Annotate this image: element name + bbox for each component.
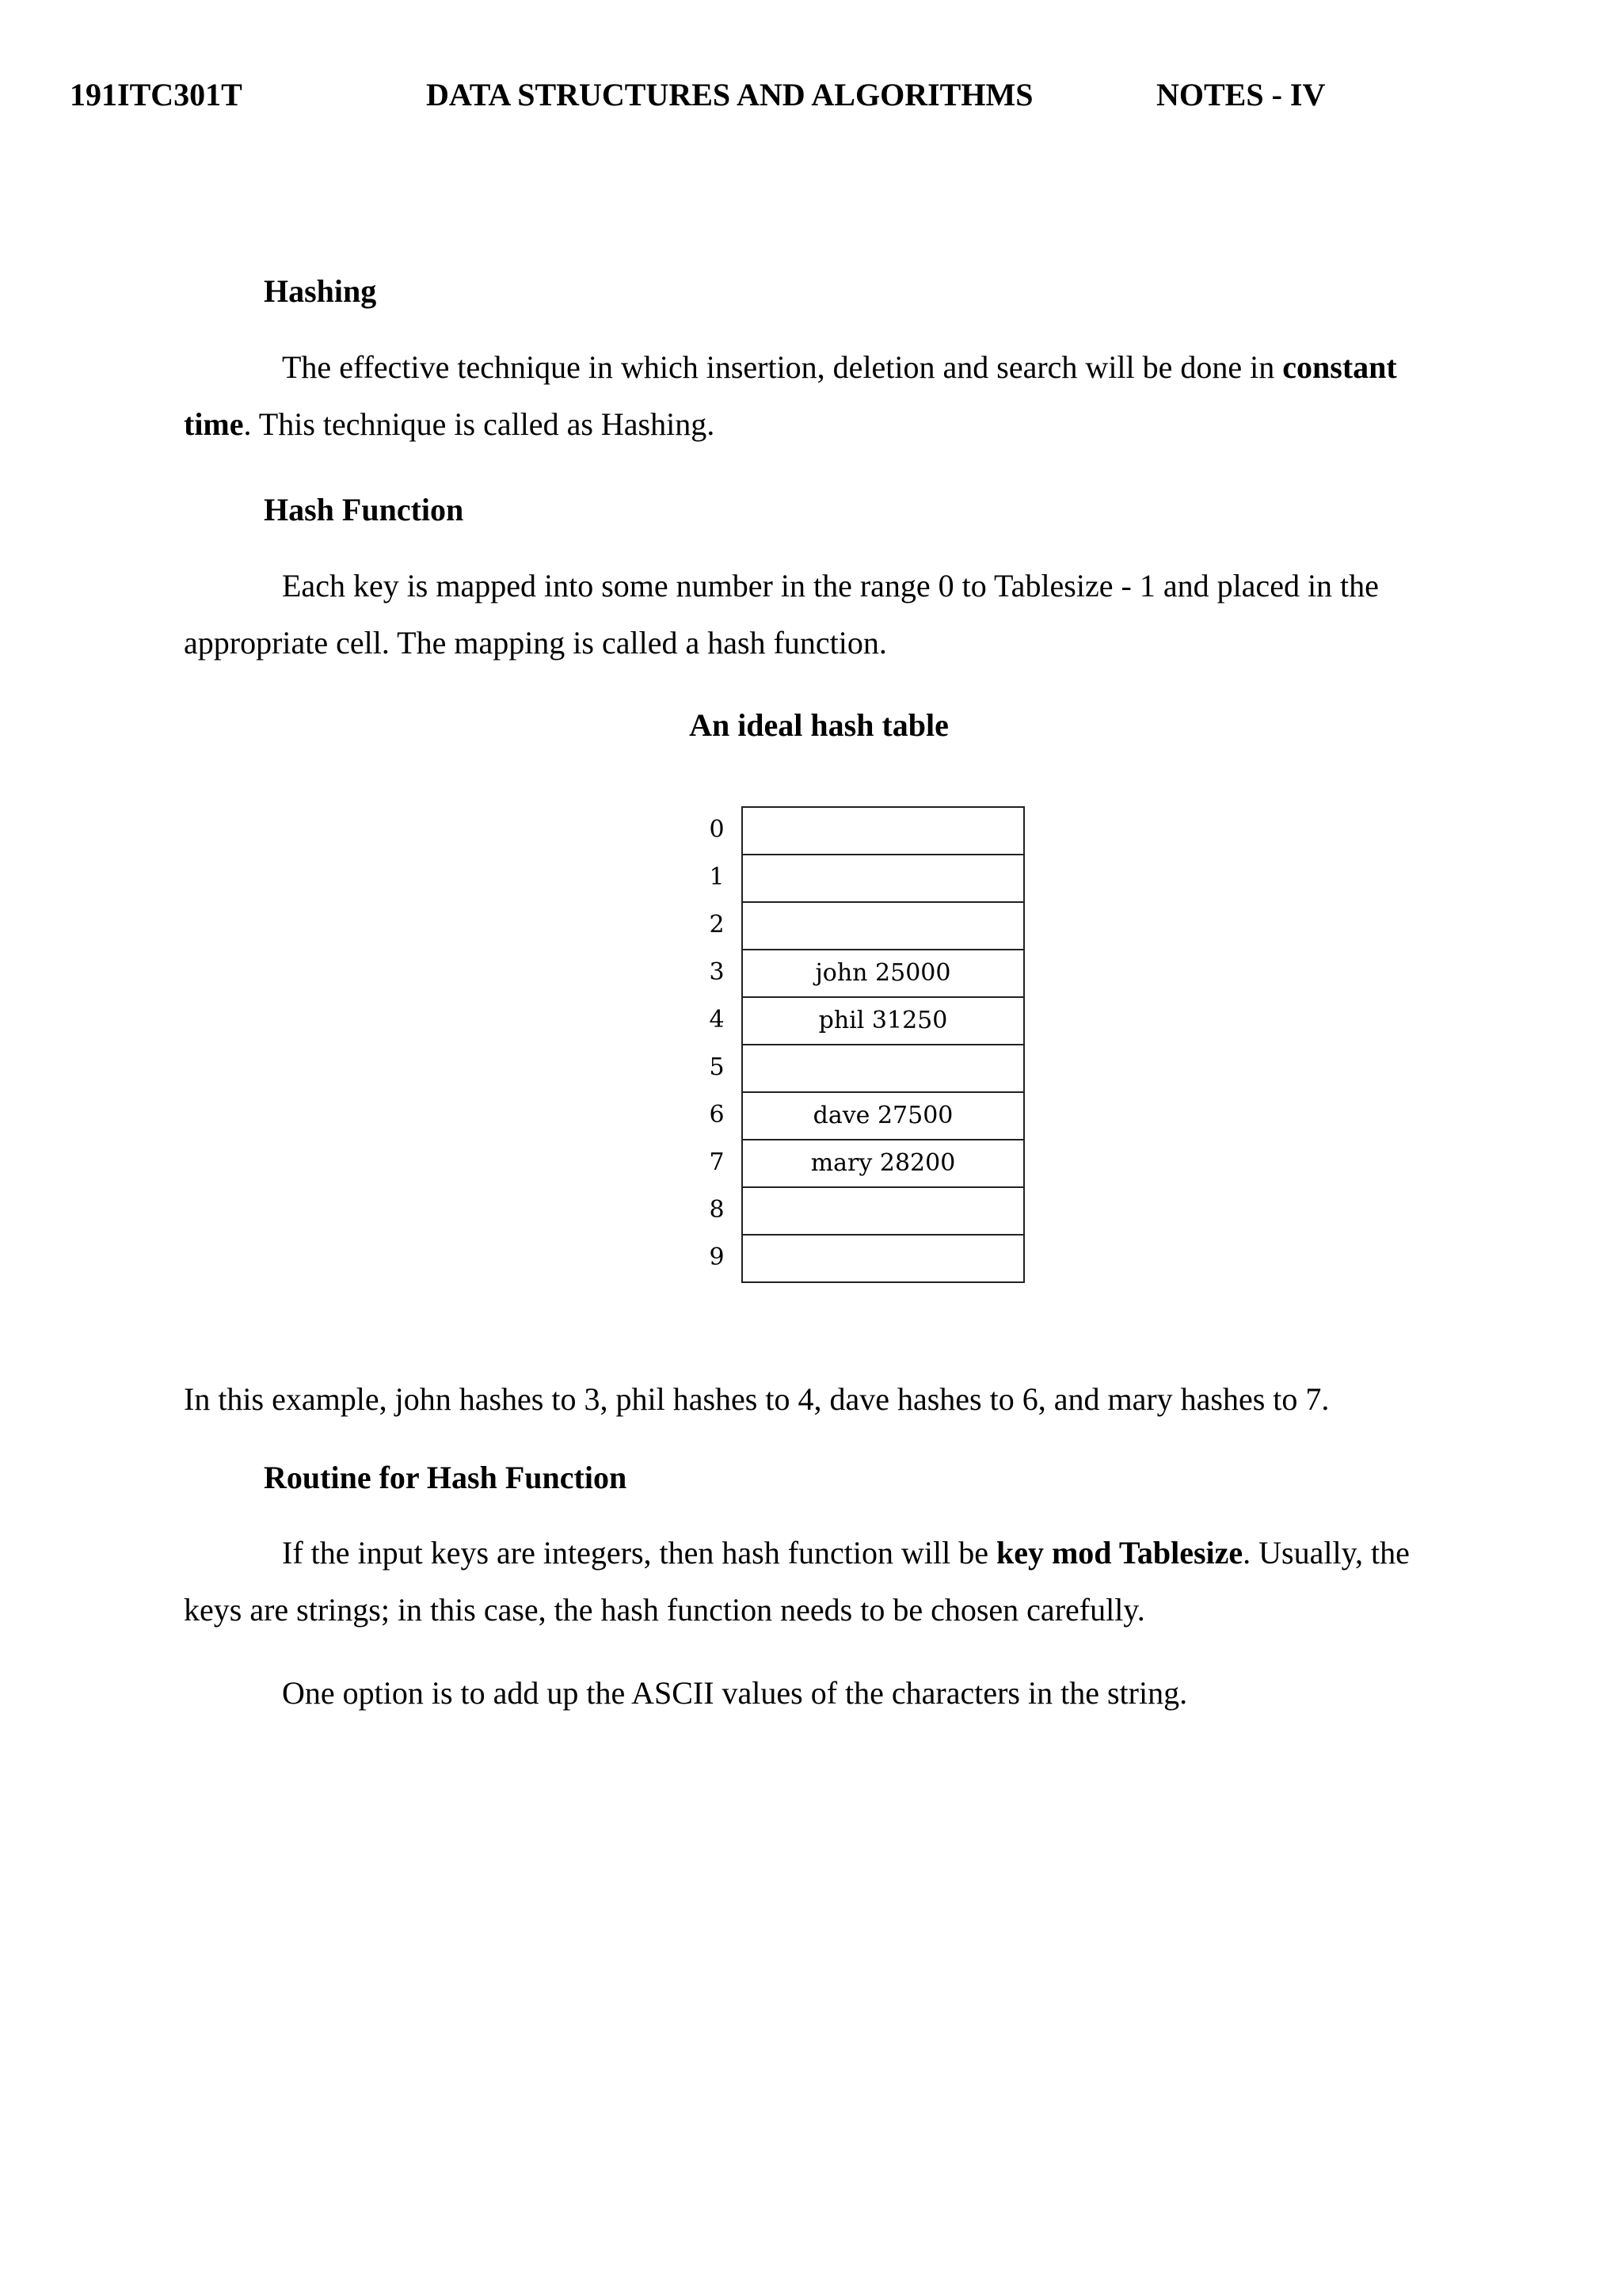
hash-table-row xyxy=(697,1091,1030,1139)
notes-label: NOTES - IV xyxy=(1156,77,1326,112)
hashing-heading: Hashing xyxy=(264,273,377,309)
row-cell xyxy=(741,901,1025,949)
row-index: 9 xyxy=(709,1243,725,1271)
row-cell xyxy=(741,1234,1025,1283)
hash-table-row xyxy=(697,1234,1030,1281)
hash-table xyxy=(697,806,1030,1281)
row-cell xyxy=(741,806,1025,854)
routine-text-start: If the input keys are integers, then hash function will be xyxy=(282,1535,996,1571)
course-code: 191ITC301T xyxy=(70,77,242,112)
row-cell xyxy=(741,1186,1025,1234)
page-header xyxy=(0,76,1622,116)
hash-table-row xyxy=(697,806,1030,854)
row-index: 5 xyxy=(709,1053,725,1081)
routine-paragraph xyxy=(184,1525,1451,1639)
ascii-paragraph: One option is to add up the ASCII values of the characters in the string. xyxy=(282,1675,1188,1711)
row-cell xyxy=(741,854,1025,901)
row-index: 6 xyxy=(709,1101,725,1129)
hash-table-row xyxy=(697,1044,1030,1091)
row-index: 3 xyxy=(709,958,725,986)
hash-table-row xyxy=(697,1186,1030,1234)
row-index: 7 xyxy=(709,1148,725,1176)
hashing-paragraph xyxy=(184,339,1451,453)
hash-table-row xyxy=(697,949,1030,996)
example-paragraph: In this example, john hashes to 3, phil hashes to 4, dave hashes to 6, and mary hashes to 7. xyxy=(184,1381,1330,1417)
hashing-text-bold: constant time xyxy=(184,349,1397,442)
hash-function-paragraph: Each key is mapped into some number in the range 0 to Tablesize - 1 and placed in the appropriate cell. The mapping is called a hash function. xyxy=(184,568,1379,661)
row-index: 1 xyxy=(709,863,725,891)
row-index: 2 xyxy=(709,911,725,939)
row-index: 0 xyxy=(709,816,725,843)
row-cell: john 25000 xyxy=(741,949,1025,996)
hash-function-heading: Hash Function xyxy=(264,492,464,527)
hashing-text-start: The effective technique in which insertion, deletion and search will be done in xyxy=(282,349,1283,385)
hash-table-row xyxy=(697,1139,1030,1186)
row-index: 4 xyxy=(709,1006,725,1034)
row-cell xyxy=(741,1044,1025,1091)
hash-table-row xyxy=(697,854,1030,901)
routine-text-end: . Usually, the keys are strings; in this case, the hash function needs to be chosen carefully. xyxy=(184,1535,1410,1628)
row-cell: mary 28200 xyxy=(741,1139,1025,1186)
routine-text-bold: key mod Tablesize xyxy=(996,1535,1243,1571)
hashing-text-end: . This technique is called as Hashing. xyxy=(243,406,715,442)
routine-heading: Routine for Hash Function xyxy=(264,1460,627,1495)
course-title: DATA STRUCTURES AND ALGORITHMS xyxy=(426,77,1034,112)
row-cell: phil 31250 xyxy=(741,996,1025,1044)
hash-table-row xyxy=(697,901,1030,949)
row-cell: dave 27500 xyxy=(741,1091,1025,1139)
table-caption: An ideal hash table xyxy=(689,707,949,743)
row-index: 8 xyxy=(709,1196,725,1224)
hash-table-row xyxy=(697,996,1030,1044)
